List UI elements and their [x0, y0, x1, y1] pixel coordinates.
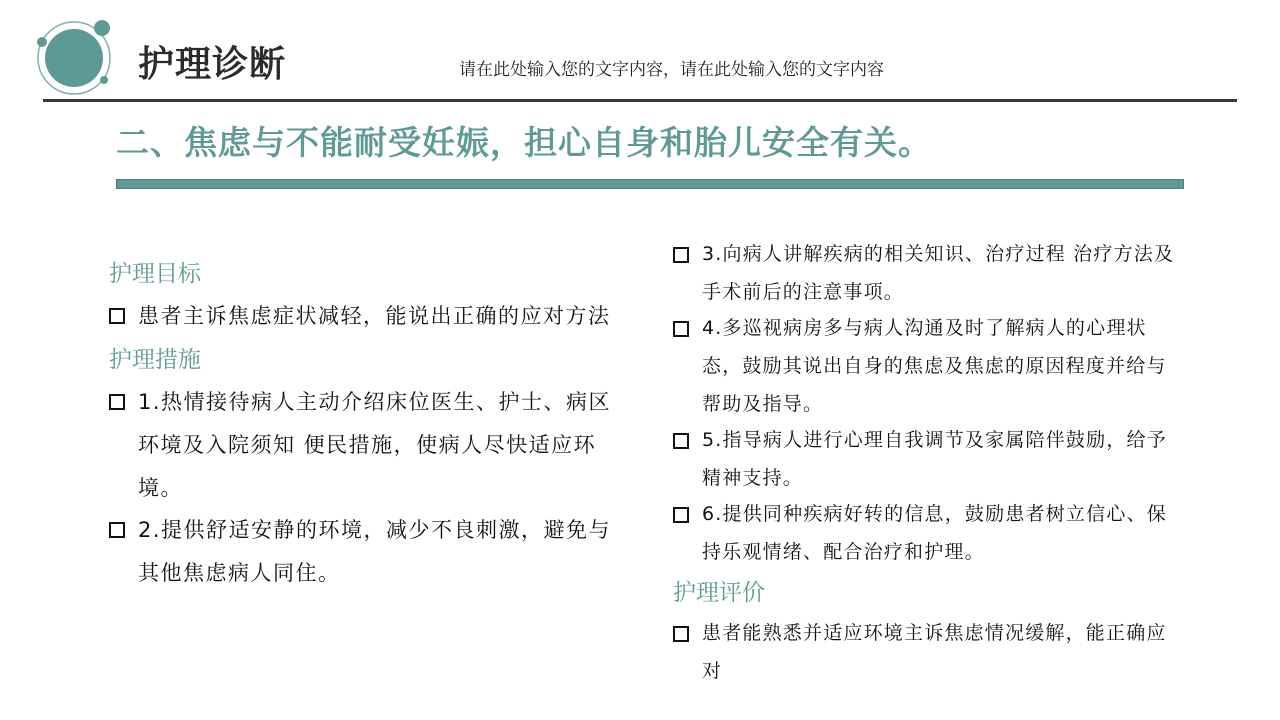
checkbox-bullet-icon	[673, 626, 689, 642]
list-item-text: 2.提供舒适安静的环境，减少不良刺激，避免与其他焦虑病人同住。	[138, 518, 612, 585]
list-item-text: 患者能熟悉并适应环境主诉焦虑情况缓解，能正确应对	[702, 622, 1167, 682]
checkbox-bullet-icon	[109, 308, 125, 324]
list-item	[673, 312, 1183, 423]
checkbox-bullet-icon	[673, 507, 689, 523]
checkbox-bullet-icon	[673, 247, 689, 263]
list-item	[109, 384, 619, 510]
list-item	[673, 498, 1183, 571]
list-item-text: 6.提供同种疾病好转的信息，鼓励患者树立信心、保持乐观情绪、配合治疗和护理。	[702, 503, 1167, 563]
right-column	[673, 238, 1183, 691]
list-item	[673, 424, 1183, 497]
checkbox-bullet-icon	[673, 321, 689, 337]
page-subtitle: 请在此处输入您的文字内容，请在此处输入您的文字内容	[459, 60, 884, 80]
checkbox-bullet-icon	[109, 394, 125, 410]
goal-heading: 护理目标	[109, 261, 201, 287]
list-item-text: 1.热情接待病人主动介绍床位医生、护士、病区环境及入院须知 便民措施，使病人尽快适应环境。	[138, 390, 612, 500]
logo-circle-icon	[34, 18, 114, 98]
diagnosis-headline: 二、焦虑与不能耐受妊娠，担心自身和胎儿安全有关。	[116, 123, 932, 162]
list-item-text: 5.指导病人进行心理自我调节及家属陪伴鼓励，给予精神支持。	[702, 429, 1167, 489]
list-item	[109, 298, 619, 338]
left-column	[109, 252, 619, 595]
header-divider	[43, 99, 1237, 102]
list-item	[673, 617, 1183, 690]
list-item-text: 4.多巡视病房多与病人沟通及时了解病人的心理状态，鼓励其说出自身的焦虑及焦虑的原因程度并给与帮助及指导。	[702, 317, 1167, 415]
evaluation-heading: 护理评价	[673, 580, 765, 606]
list-item	[109, 512, 619, 595]
list-item	[673, 238, 1183, 311]
page-title: 护理诊断	[138, 44, 287, 85]
accent-bar	[116, 179, 1184, 189]
checkbox-bullet-icon	[673, 433, 689, 449]
list-item-text: 3.向病人讲解疾病的相关知识、治疗过程 治疗方法及手术前后的注意事项。	[702, 243, 1175, 303]
measures-heading: 护理措施	[109, 347, 201, 373]
checkbox-bullet-icon	[109, 522, 125, 538]
list-item-text: 患者主诉焦虑症状减轻，能说出正确的应对方法	[138, 304, 611, 328]
